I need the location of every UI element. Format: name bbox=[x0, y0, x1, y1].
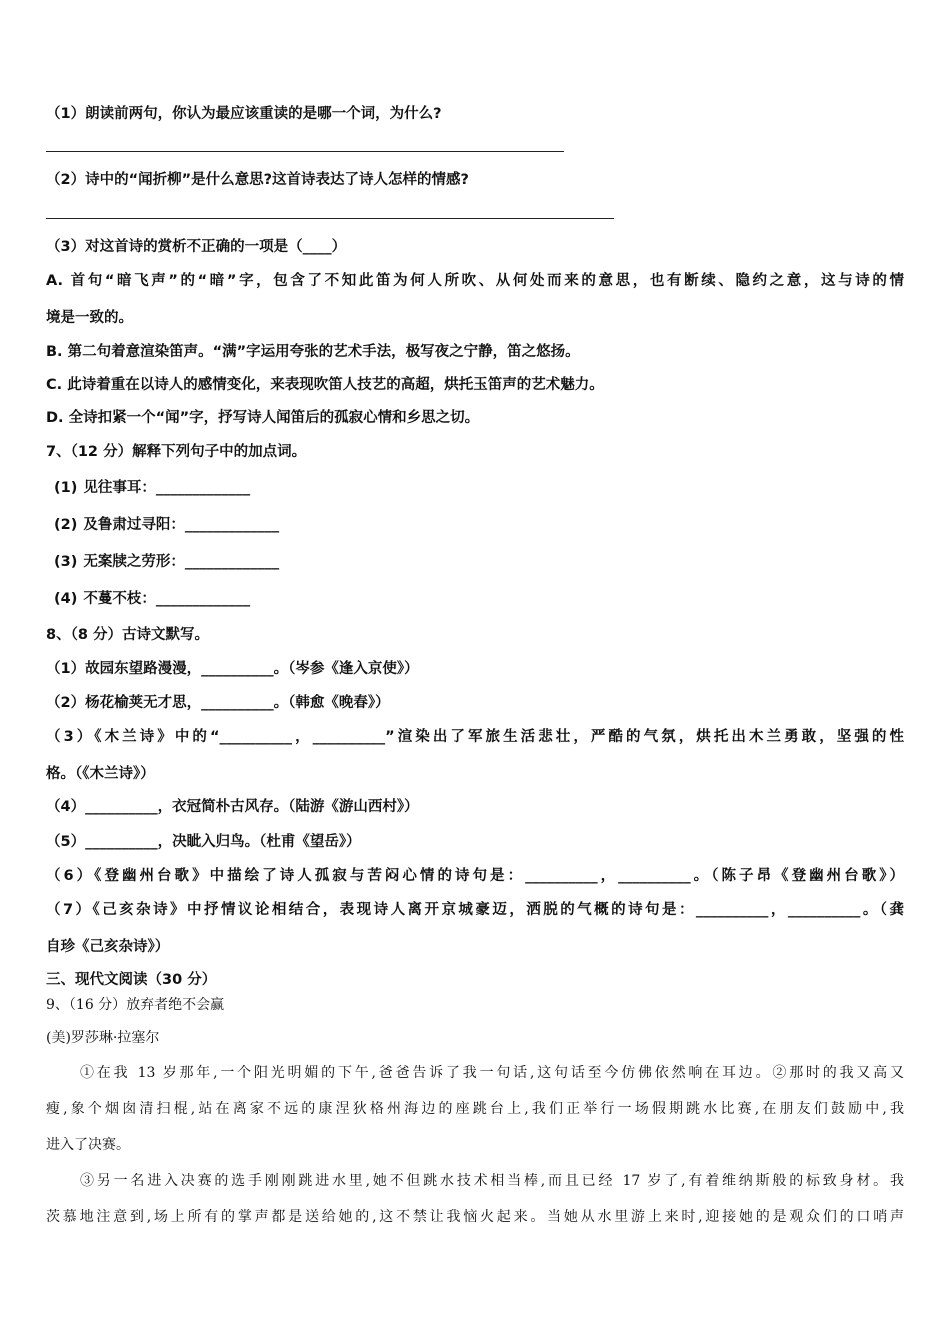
answer-line-1 bbox=[46, 151, 564, 152]
q7-item-2-text: 及鲁肃过寻阳：_____________ bbox=[83, 517, 280, 533]
q6-sub2: （2）诗中的“闻折柳”是什么意思?这首诗表达了诗人怎样的情感? bbox=[46, 172, 469, 188]
q8-line-4: （4）__________，衣冠简朴古风存。（陆游《游山西村》） bbox=[46, 799, 419, 815]
q8-line-5: （5）__________，决眦入归鸟。（杜甫《望岳》） bbox=[46, 834, 361, 850]
q7-title: 7、（12 分）解释下列句子中的加点词。 bbox=[46, 444, 307, 460]
section-3-title: 三、现代文阅读（30 分） bbox=[46, 972, 217, 988]
q7-item-1 bbox=[54, 478, 250, 498]
q6-option-a-line2: 境是一致的。 bbox=[46, 310, 133, 326]
q7-item-1-text: 见往事耳：_____________ bbox=[83, 480, 251, 496]
answer-line-2 bbox=[46, 218, 614, 219]
q6-option-c: C. 此诗着重在以诗人的感情变化，来表现吹笛人技艺的高超，烘托玉笛声的艺术魅力。 bbox=[46, 377, 604, 393]
q8-line-7b: 自珍《己亥杂诗》） bbox=[46, 939, 170, 955]
q8-line-6: （6）《登幽州台歌》中描绘了诗人孤寂与苦闷心情的诗句是：__________，__________。（陈子昂《登幽州台歌》） bbox=[46, 868, 904, 884]
q8-title: 8、（8 分）古诗文默写。 bbox=[46, 627, 209, 643]
q7-item-4-text: 不蔓不枝：_____________ bbox=[83, 591, 251, 607]
q8-line-3b: 格。（《木兰诗》） bbox=[46, 766, 155, 782]
q9-paragraph-1-line2: 瘦,象个烟囱清扫棍,站在离家不远的康涅狄格州海边的座跳台上,我们正举行一场假期跳水比赛,在朋友们鼓励中,我 bbox=[46, 1101, 904, 1117]
q7-item-3-text: 无案牍之劳形：_____________ bbox=[83, 554, 280, 570]
q8-line-7a: （7）《己亥杂诗》中抒情议论相结合，表现诗人离开京城豪迈，洒脱的气概的诗句是：__________，__________。（龚 bbox=[46, 902, 904, 918]
q7-item-4 bbox=[54, 589, 250, 609]
q8-line-1: （1）故园东望路漫漫，__________。（岑参《逢入京使》） bbox=[46, 661, 419, 677]
q7-item-1-num: (1) bbox=[54, 480, 78, 496]
q6-option-a-line1: A. 首句“暗飞声”的“暗”字，包含了不知此笛为何人所吹、从何处而来的意思，也有断续、隐约之意，这与诗的情 bbox=[46, 273, 904, 289]
q7-item-3 bbox=[54, 552, 279, 572]
q9-author: (美)罗莎琳·拉塞尔 bbox=[46, 1030, 160, 1046]
q7-item-2-num: (2) bbox=[54, 517, 78, 533]
q7-item-4-num: (4) bbox=[54, 591, 78, 607]
q9-paragraph-1-line3: 进入了决赛。 bbox=[46, 1137, 130, 1153]
q6-option-d: D. 全诗扣紧一个“闻”字，抒写诗人闻笛后的孤寂心情和乡思之切。 bbox=[46, 410, 480, 426]
q7-item-3-num: (3) bbox=[54, 554, 78, 570]
q8-line-3a: （3）《木兰诗》中的“__________，__________”渲染出了军旅生活悲壮，严酷的气氛，烘托出木兰勇敢，坚强的性 bbox=[46, 729, 904, 745]
q9-title: 9、（16 分）放弃者绝不会赢 bbox=[46, 997, 225, 1013]
q7-item-2 bbox=[54, 515, 279, 535]
q6-option-b: B. 第二句着意渲染笛声。“满”字运用夸张的艺术手法，极写夜之宁静，笛之悠扬。 bbox=[46, 344, 580, 360]
q6-sub3: （3）对这首诗的赏析不正确的一项是（____） bbox=[46, 239, 347, 255]
q9-paragraph-2-line1: ③另一名进入决赛的选手刚刚跳进水里,她不但跳水技术相当棒,而且已经 17 岁了,有着维纳斯般的标致身材。我 bbox=[80, 1173, 904, 1189]
q9-paragraph-1-line1: ①在我 13 岁那年,一个阳光明媚的下午,爸爸告诉了我一句话,这句话至今仿佛依然响在耳边。②那时的我又高又 bbox=[80, 1065, 904, 1081]
q9-paragraph-2-line2: 茨慕地注意到,场上所有的掌声都是送给她的,这不禁让我恼火起来。当她从水里游上来时,迎接她的是观众们的口哨声 bbox=[46, 1209, 904, 1225]
q8-line-2: （2）杨花榆荚无才思，__________。（韩愈《晚春》） bbox=[46, 695, 390, 711]
q6-sub1: （1）朗读前两句，你认为最应该重读的是哪一个词，为什么? bbox=[46, 106, 442, 122]
